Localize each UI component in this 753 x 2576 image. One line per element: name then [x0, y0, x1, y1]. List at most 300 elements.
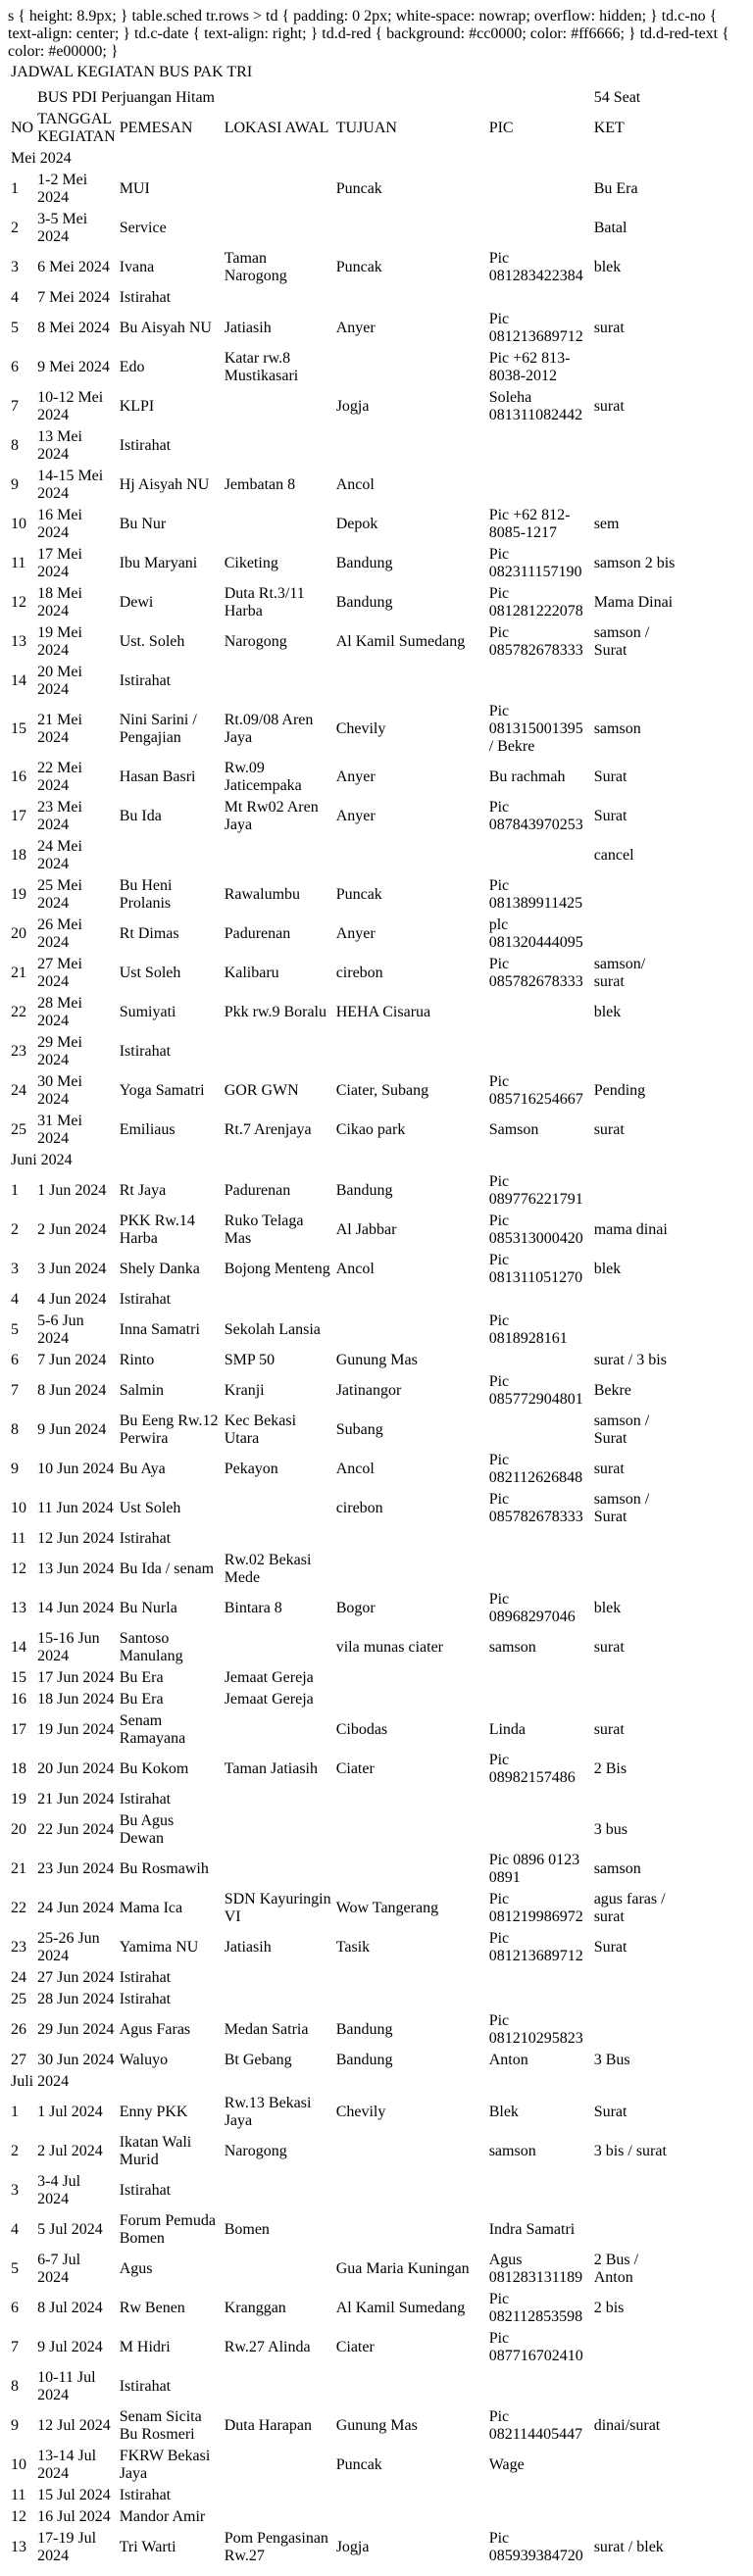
row-number: 16: [11, 1691, 26, 1708]
row-number: 24: [11, 1969, 26, 1986]
row-lokasi-awal: [224, 1851, 333, 1888]
row-pemesan: Istirahat: [119, 2182, 172, 2199]
row-number: 3: [11, 2182, 19, 2199]
row-date: 17 Mei 2024: [37, 546, 82, 580]
row-number: 2: [11, 2143, 19, 2159]
row-pic: [488, 288, 591, 308]
row-lokasi-awal: [224, 171, 333, 208]
row-tujuan: [335, 288, 486, 308]
row-lokasi-awal: [224, 1529, 333, 1549]
month-header-row: [10, 1151, 679, 1170]
row-pemesan: Bu Nur: [119, 516, 167, 532]
row-tujuan: vila munas ciater: [335, 1639, 443, 1656]
row-lokasi-awal: Narogong: [224, 633, 287, 650]
row-pic: Pic 089776221791: [488, 1173, 583, 1208]
row-number: 12: [11, 2508, 26, 2525]
row-lokasi-awal: [224, 288, 333, 308]
row-pemesan: Istirahat: [119, 672, 172, 689]
row-date: 22 Mei 2024: [37, 760, 82, 794]
row-date: 7 Mei 2024: [37, 289, 110, 306]
table-row: [10, 2507, 679, 2527]
table-row: [10, 1629, 679, 1666]
row-number: 4: [11, 2221, 19, 2238]
row-pemesan: KLPI: [119, 398, 155, 415]
row-pemesan: Inna Samatri: [119, 1321, 200, 1338]
table-row: [10, 2211, 679, 2249]
row-tujuan: [335, 2133, 486, 2170]
row-number: 5: [11, 1321, 19, 1338]
table-row: [10, 2447, 679, 2484]
row-tujuan: Jogja: [335, 2539, 370, 2555]
row-tujuan: Anyer: [335, 808, 376, 824]
row-ket: samson / Surat: [593, 624, 650, 659]
row-pic: [488, 1351, 591, 1370]
row-number: 4: [11, 289, 19, 306]
row-tujuan: Depok: [335, 516, 378, 532]
column-header-ket: KET: [593, 120, 625, 136]
row-tujuan: [335, 1990, 486, 2009]
row-pemesan: Mama Ica: [119, 1900, 183, 1916]
row-date: 10 Jun 2024: [37, 1461, 115, 1477]
row-pemesan: Bu Agus Dewan: [119, 1812, 175, 1847]
row-pemesan: Bu Aya: [119, 1461, 166, 1477]
table-row: [10, 759, 679, 796]
row-date: 2 Jun 2024: [37, 1221, 107, 1238]
row-date: 12 Jun 2024: [37, 1530, 115, 1547]
row-pemesan: Hj Aisyah NU: [119, 476, 210, 493]
row-date: 28 Jun 2024: [37, 1991, 115, 2007]
row-number: 7: [11, 2339, 19, 2355]
row-tujuan: [335, 1312, 486, 1349]
row-ket: surat: [593, 398, 625, 415]
row-number: 26: [11, 2021, 26, 2038]
row-tujuan: Ancol: [335, 1461, 375, 1477]
row-ket: [593, 2447, 679, 2484]
row-date: 20 Jun 2024: [37, 1760, 115, 1777]
row-pemesan: Istirahat: [119, 2378, 172, 2395]
row-tujuan: Puncak: [335, 886, 382, 903]
row-date: 16 Jul 2024: [37, 2508, 111, 2525]
row-date: 8 Mei 2024: [37, 320, 110, 336]
table-row: [10, 349, 679, 386]
table-row: [10, 2529, 679, 2566]
row-ket: blek: [593, 1261, 622, 1277]
row-date: 26 Mei 2024: [37, 916, 82, 951]
row-lokasi-awal: [224, 1711, 333, 1749]
row-number: 8: [11, 2378, 19, 2395]
row-pic: Anton: [488, 2052, 528, 2068]
bus-row: [10, 88, 679, 108]
row-ket: Bu Era: [593, 180, 638, 197]
row-date: 12 Jul 2024: [37, 2417, 111, 2434]
row-ket: [593, 1312, 679, 1349]
row-number: 5: [11, 2260, 19, 2277]
row-tujuan: Ciater: [335, 1760, 375, 1777]
row-ket: [593, 1968, 679, 1988]
row-number: 13: [11, 633, 26, 650]
row-pic: [488, 171, 591, 208]
row-number: 8: [11, 437, 19, 454]
row-tujuan: [335, 663, 486, 700]
row-pic: Pic 085772904801: [488, 1373, 583, 1408]
row-pemesan: Enny PKK: [119, 2104, 188, 2120]
seat-info: 54 Seat: [593, 89, 641, 106]
table-row: [10, 388, 679, 425]
row-number: 15: [11, 1669, 26, 1686]
row-number: 9: [11, 1461, 19, 1477]
row-ket: blek: [593, 1600, 622, 1616]
row-pic: Pic 087843970253: [488, 799, 583, 833]
row-tujuan: Cikao park: [335, 1121, 406, 1138]
row-pic: Pic 081311051270: [488, 1252, 583, 1286]
table-row: [10, 1711, 679, 1749]
row-pic: [488, 2172, 591, 2209]
row-number: 13: [11, 2539, 26, 2555]
row-number: 1: [11, 2104, 19, 2120]
row-number: 9: [11, 476, 19, 493]
row-lokasi-awal: Duta Harapan: [224, 2417, 312, 2434]
row-number: 11: [11, 555, 26, 571]
row-tujuan: Gunung Mas: [335, 2417, 418, 2434]
row-number: 11: [11, 2487, 26, 2503]
table-row: [10, 1490, 679, 1527]
row-tujuan: Bandung: [335, 2052, 393, 2068]
row-date: 9 Mei 2024: [37, 359, 110, 375]
row-tujuan: [335, 2211, 486, 2249]
row-ket: Surat: [593, 808, 628, 824]
row-ket: sem: [593, 516, 620, 532]
row-pic: Pic 085782678333: [488, 1491, 583, 1525]
row-date: 9 Jun 2024: [37, 1421, 107, 1438]
row-date: 10-12 Mei 2024: [37, 389, 104, 423]
row-pemesan: Mandor Amir: [119, 2508, 206, 2525]
row-pic: [488, 837, 591, 874]
row-ket: samson: [593, 1860, 641, 1877]
row-tujuan: [335, 1033, 486, 1070]
row-ket: [593, 1790, 679, 1809]
row-pemesan: PKK Rw.14 Harba: [119, 1213, 195, 1247]
row-tujuan: [335, 1290, 486, 1310]
row-date: 20 Mei 2024: [37, 664, 82, 698]
row-number: 22: [11, 1900, 26, 1916]
row-lokasi-awal: Rt.09/08 Aren Jaya: [224, 712, 314, 746]
row-pic: [488, 1290, 591, 1310]
row-date: 21 Jun 2024: [37, 1791, 115, 1808]
row-lokasi-awal: Pom Pengasinan Rw.27: [224, 2530, 328, 2564]
row-ket: agus faras / surat: [593, 1891, 666, 1925]
row-pemesan: Istirahat: [119, 1530, 172, 1547]
row-pemesan: Bu Ida: [119, 808, 162, 824]
row-date: 23 Mei 2024: [37, 799, 82, 833]
row-tujuan: Ciater, Subang: [335, 1082, 429, 1099]
row-number: 23: [11, 1939, 26, 1956]
row-date: 8 Jul 2024: [37, 2300, 103, 2316]
row-pic: plc 081320444095: [488, 916, 583, 951]
row-pemesan: Bu Era: [119, 1669, 164, 1686]
row-ket: samson: [593, 720, 641, 737]
row-number: 6: [11, 1352, 19, 1368]
row-date: 21 Mei 2024: [37, 712, 82, 746]
row-ket: 3 bis / surat: [593, 2143, 667, 2159]
column-header-tujuan: TUJUAN: [335, 120, 397, 136]
row-tujuan: [335, 2368, 486, 2405]
row-tujuan: HEHA Cisarua: [335, 1004, 431, 1020]
row-number: 1: [11, 180, 19, 197]
row-date: 13 Jun 2024: [37, 1560, 115, 1577]
row-ket: blek: [593, 259, 622, 275]
table-row: [10, 467, 679, 504]
row-number: 8: [11, 1421, 19, 1438]
row-date: 25 Mei 2024: [37, 877, 82, 912]
row-pic: [488, 663, 591, 700]
row-ket: [593, 2172, 679, 2209]
row-pemesan: Bu Aisyah NU: [119, 320, 212, 336]
row-tujuan: Al Jabbar: [335, 1221, 397, 1238]
table-row: [10, 1968, 679, 1988]
table-row: [10, 2329, 679, 2366]
row-tujuan: Chevily: [335, 720, 386, 737]
row-date: 13 Mei 2024: [37, 428, 82, 463]
row-ket: [593, 1172, 679, 1210]
row-lokasi-awal: [224, 663, 333, 700]
row-pic: Blek: [488, 2104, 519, 2120]
row-date: 29 Mei 2024: [37, 1034, 82, 1068]
row-lokasi-awal: Bt Gebang: [224, 2052, 292, 2068]
row-ket: surat: [593, 1639, 625, 1656]
row-pic: Pic 0818928161: [488, 1313, 568, 1347]
row-tujuan: Cibodas: [335, 1721, 388, 1738]
row-pemesan: Ust Soleh: [119, 965, 181, 981]
row-date: 1 Jul 2024: [37, 2104, 103, 2120]
row-lokasi-awal: [224, 1968, 333, 1988]
row-lokasi-awal: Jatiasih: [224, 1939, 272, 1956]
row-tujuan: Anyer: [335, 768, 376, 785]
row-pemesan: Bu Nurla: [119, 1600, 177, 1616]
row-pemesan: Bu Heni Prolanis: [119, 877, 173, 912]
table-row: [10, 288, 679, 308]
row-date: 25-26 Jun 2024: [37, 1930, 100, 1964]
row-date: 22 Jun 2024: [37, 1821, 115, 1838]
row-ket: [593, 2211, 679, 2249]
row-number: 6: [11, 2300, 19, 2316]
row-date: 11 Jun 2024: [37, 1500, 114, 1516]
row-tujuan: Bandung: [335, 594, 393, 611]
month-label: Juli 2024: [11, 2073, 70, 2090]
row-pemesan: Senam Ramayana: [119, 1712, 186, 1747]
row-pic: [488, 1412, 591, 1449]
row-tujuan: [335, 210, 486, 247]
row-pemesan: Yoga Samatri: [119, 1082, 205, 1099]
row-pemesan: Tri Warti: [119, 2539, 176, 2555]
row-ket: [593, 2329, 679, 2366]
row-lokasi-awal: Ruko Telaga Mas: [224, 1213, 304, 1247]
row-tujuan: Gunung Mas: [335, 1352, 418, 1368]
row-number: 16: [11, 768, 26, 785]
row-pic: [488, 994, 591, 1031]
row-lokasi-awal: Bomen: [224, 2221, 270, 2238]
table-row: [10, 1351, 679, 1370]
table-row: [10, 1451, 679, 1488]
row-tujuan: [335, 2172, 486, 2209]
title-row: [10, 63, 679, 82]
row-ket: samson / Surat: [593, 1491, 650, 1525]
table-row: [10, 1790, 679, 1809]
table-row: [10, 916, 679, 953]
row-ket: surat: [593, 1461, 625, 1477]
table-row: [10, 1251, 679, 1288]
table-row: [10, 2407, 679, 2445]
row-lokasi-awal: Sekolah Lansia: [224, 1321, 321, 1338]
row-pemesan: Istirahat: [119, 2487, 172, 2503]
row-number: 10: [11, 1500, 26, 1516]
row-lokasi-awal: Jemaat Gereja: [224, 1691, 314, 1708]
row-tujuan: [335, 1668, 486, 1688]
row-number: 3: [11, 259, 19, 275]
table-row: [10, 663, 679, 700]
table-row: [10, 1690, 679, 1709]
row-ket: [593, 427, 679, 465]
row-lokasi-awal: Kranji: [224, 1382, 265, 1399]
row-ket: mama dinai: [593, 1221, 668, 1238]
row-ket: [593, 467, 679, 504]
row-date: 24 Jun 2024: [37, 1900, 115, 1916]
row-date: 29 Jun 2024: [37, 2021, 115, 2038]
column-header-row: [10, 110, 679, 147]
row-number: 12: [11, 1560, 26, 1577]
row-number: 1: [11, 1182, 19, 1199]
schedule-table: [8, 61, 681, 2568]
row-ket: surat: [593, 320, 625, 336]
row-lokasi-awal: Rawalumbu: [224, 886, 301, 903]
row-pemesan: Rw Benen: [119, 2300, 185, 2316]
row-ket: [593, 288, 679, 308]
row-date: 19 Mei 2024: [37, 624, 82, 659]
row-lokasi-awal: Kranggan: [224, 2300, 286, 2316]
row-pemesan: Bu Ida / senam: [119, 1560, 215, 1577]
row-ket: Bekre: [593, 1382, 631, 1399]
table-row: [10, 1890, 679, 1927]
row-tujuan: [335, 1529, 486, 1549]
row-ket: [593, 1529, 679, 1549]
row-pemesan: Ikatan Wali Murid: [119, 2134, 192, 2168]
row-pic: Pic 085782678333: [488, 624, 583, 659]
row-number: 20: [11, 1821, 26, 1838]
row-date: 8 Jun 2024: [37, 1382, 107, 1399]
row-pemesan: [119, 837, 222, 874]
table-row: [10, 1072, 679, 1110]
row-number: 2: [11, 220, 19, 236]
table-row: [10, 1212, 679, 1249]
row-pic: Pic 082112626848: [488, 1452, 583, 1486]
row-ket: [593, 2368, 679, 2405]
row-tujuan: [335, 1790, 486, 1809]
row-ket: [593, 1690, 679, 1709]
row-pic: Pic 08968297046: [488, 1591, 576, 1625]
row-pemesan: Edo: [119, 359, 145, 375]
row-lokasi-awal: Rw.09 Jaticempaka: [224, 760, 302, 794]
row-date: 27 Jun 2024: [37, 1969, 115, 1986]
document-title: JADWAL KEGIATAN BUS PAK TRI: [11, 64, 253, 80]
row-pemesan: Istirahat: [119, 1043, 172, 1060]
row-pic: Pic 085782678333: [488, 956, 583, 990]
row-number: 14: [11, 1639, 26, 1656]
month-label: Juni 2024: [11, 1152, 73, 1168]
row-lokasi-awal: Padurenan: [224, 925, 291, 942]
row-number: 19: [11, 886, 26, 903]
row-lokasi-awal: Taman Narogong: [224, 250, 287, 284]
row-pic: [488, 467, 591, 504]
table-row: [10, 1990, 679, 2009]
row-ket: cancel: [593, 847, 634, 864]
row-date: 14-15 Mei 2024: [37, 468, 104, 502]
row-pemesan: Agus: [119, 2260, 153, 2277]
row-tujuan: [335, 427, 486, 465]
table-row: [10, 249, 679, 286]
row-lokasi-awal: Katar rw.8 Mustikasari: [224, 350, 299, 384]
row-pemesan: Service: [119, 220, 167, 236]
row-pic: Pic 081281222078: [488, 585, 583, 619]
row-date: 17-19 Jul 2024: [37, 2530, 97, 2564]
row-date: 27 Mei 2024: [37, 956, 82, 990]
row-tujuan: Puncak: [335, 180, 382, 197]
row-tujuan: Bandung: [335, 555, 393, 571]
row-number: 23: [11, 1043, 26, 1060]
table-row: [10, 2368, 679, 2405]
row-pemesan: FKRW Bekasi Jaya: [119, 2448, 211, 2482]
row-lokasi-awal: [224, 2486, 333, 2505]
row-date: 13-14 Jul 2024: [37, 2448, 97, 2482]
row-lokasi-awal: Bintara 8: [224, 1600, 282, 1616]
row-pemesan: Ivana: [119, 259, 155, 275]
row-date: 10-11 Jul 2024: [37, 2369, 96, 2403]
row-pemesan: Senam Sicita Bu Rosmeri: [119, 2408, 202, 2443]
row-pic: Pic 081219986972: [488, 1891, 583, 1925]
row-tujuan: [335, 837, 486, 874]
row-pemesan: MUI: [119, 180, 150, 197]
row-lokasi-awal: GOR GWN: [224, 1082, 299, 1099]
row-pemesan: Yamima NU: [119, 1939, 199, 1956]
month-header-row: [10, 2072, 679, 2092]
row-number: 27: [11, 2052, 26, 2068]
row-pic: Pic 082114405447: [488, 2408, 583, 2443]
row-tujuan: Ancol: [335, 1261, 375, 1277]
table-row: [10, 545, 679, 582]
row-tujuan: [335, 1811, 486, 1849]
row-ket: [593, 916, 679, 953]
row-pemesan: Bu Eeng Rw.12 Perwira: [119, 1412, 219, 1447]
row-pic: Pic 081283422384: [488, 250, 583, 284]
row-ket: dinai/surat: [593, 2417, 661, 2434]
row-lokasi-awal: Jembatan 8: [224, 476, 296, 493]
row-number: 3: [11, 1261, 19, 1277]
row-pic: Pic 087716702410: [488, 2330, 583, 2364]
row-pemesan: Rt Jaya: [119, 1182, 167, 1199]
row-date: 1-2 Mei 2024: [37, 172, 88, 206]
row-number: 15: [11, 720, 26, 737]
row-number: 18: [11, 1760, 26, 1777]
row-lokasi-awal: [224, 1490, 333, 1527]
table-row: [10, 1112, 679, 1149]
row-tujuan: [335, 1851, 486, 1888]
table-row: [10, 506, 679, 543]
row-number: 4: [11, 1291, 19, 1308]
table-row: [10, 2172, 679, 2209]
row-date: 1 Jun 2024: [37, 1182, 107, 1199]
table-row: [10, 584, 679, 621]
row-tujuan: Subang: [335, 1421, 383, 1438]
row-pic: [488, 1551, 591, 1588]
row-date: 5-6 Jun 2024: [37, 1313, 84, 1347]
